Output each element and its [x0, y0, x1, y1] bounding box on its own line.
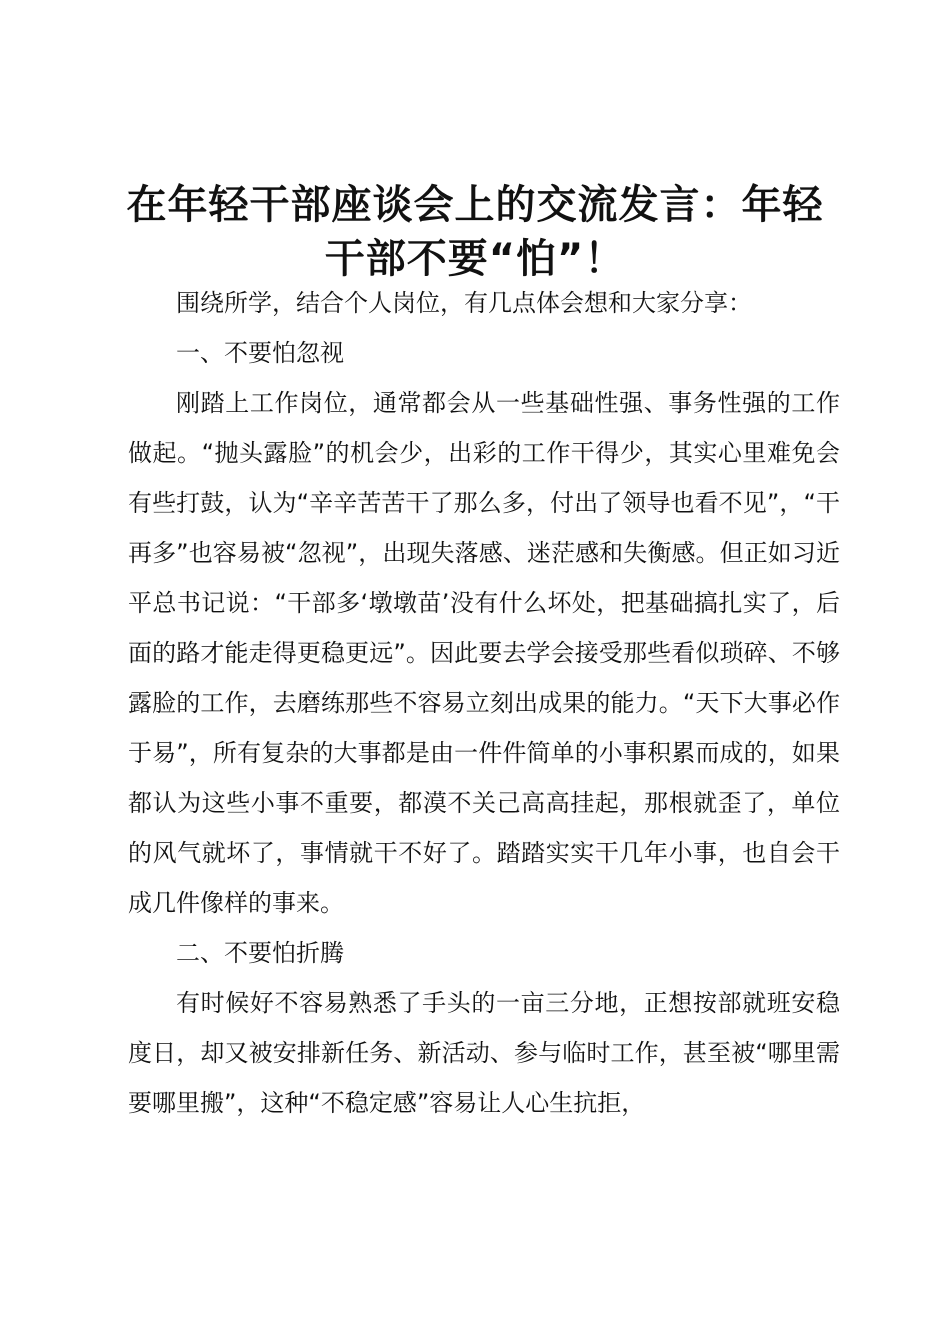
intro-paragraph: 围绕所学，结合个人岗位，有几点体会想和大家分享：: [176, 289, 752, 317]
document-title: 在年轻干部座谈会上的交流发言：年轻干部不要“怕”！: [126, 182, 824, 282]
document-body: [128, 278, 840, 1128]
section-2-paragraph: 有时候好不容易熟悉了手头的一亩三分地，正想按部就班安稳度日，却又被安排新任务、新活动、参与临时工作，甚至被“哪里需要哪里搬”，这种“不稳定感”容易让人心生抗拒，: [128, 989, 840, 1117]
section-heading-1: 一、不要怕忽视: [176, 339, 344, 367]
section-heading-2: 二、不要怕折腾: [176, 939, 344, 967]
section-1-paragraph: 刚踏上工作岗位，通常都会从一些基础性强、事务性强的工作做起。“抛头露脸”的机会少，出彩的工作干得少，其实心里难免会有些打鼓，认为“辛辛苦苦干了那么多，付出了领导也看不见”，“干再多”也容易被“忽视”，出现失落感、迷茫感和失衡感。但正如习近平总书记说：“干部多‘墩墩苗’没有什么坏处，把基础搞扎实了，后面的路才能走得更稳更远”。因此要去学会接受那些看似琐碎、不够露脸的工作，去磨练那些不容易立刻出成果的能力。“天下大事必作于易”，所有复杂的大事都是由一件件简单的小事积累而成的，如果都认为这些小事不重要，都漠不关己高高挂起，那根就歪了，单位的风气就坏了，事情就干不好了。踏踏实实干几年小事，也自会干成几件像样的事来。: [128, 389, 840, 917]
